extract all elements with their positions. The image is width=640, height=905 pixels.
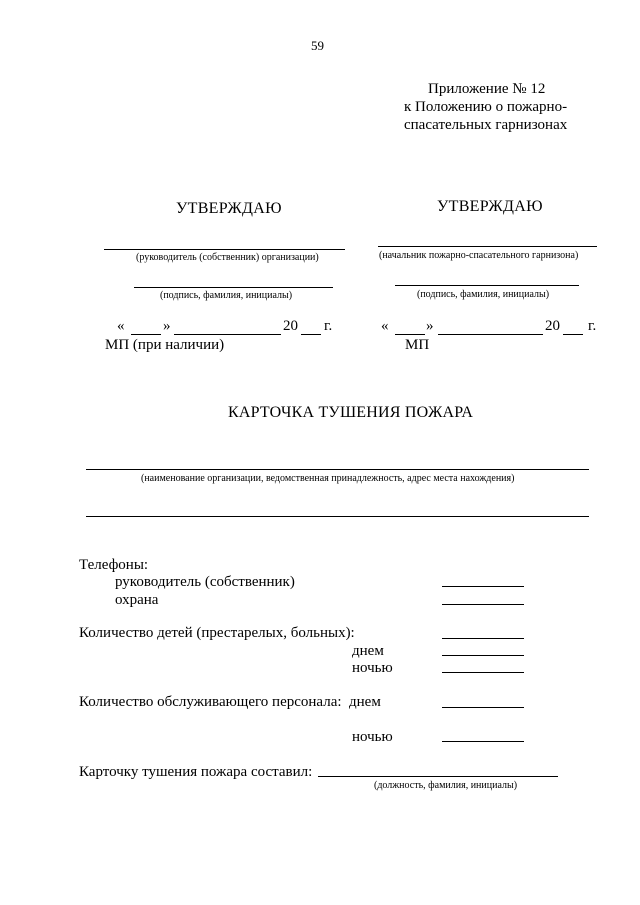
staff-night-line <box>442 741 524 742</box>
approve-right-day-line <box>395 334 425 335</box>
children-night-label: ночью <box>352 660 393 676</box>
staff-night-label: ночью <box>352 729 393 745</box>
approve-left-month-line <box>174 334 281 335</box>
phones-manager-line <box>442 586 524 587</box>
approve-right-org-line <box>378 246 597 247</box>
approve-left-date-close: » <box>163 318 171 334</box>
approve-right-caption-signature: (подпись, фамилия, инициалы) <box>417 289 550 300</box>
phones-label: Телефоны: <box>79 557 149 573</box>
children-day-line <box>442 655 524 656</box>
approve-left-stamp: МП (при наличии) <box>105 337 225 353</box>
children-total-line <box>442 638 524 639</box>
approve-left-day-line <box>131 334 161 335</box>
org-name-line <box>86 469 589 470</box>
annex-line-3: спасательных гарнизонах <box>404 117 568 133</box>
org-caption: (наименование организации, ведомственная принадлежность, адрес места нахождения) <box>141 473 515 484</box>
approve-left-year: 20 <box>283 318 298 334</box>
approve-left-org-line <box>104 249 345 250</box>
compiled-caption: (должность, фамилия, инициалы) <box>374 780 518 791</box>
children-label: Количество детей (престарелых, больных): <box>79 625 355 641</box>
phones-manager-label: руководитель (собственник) <box>115 574 295 590</box>
approve-right-signature-line <box>395 285 579 286</box>
approve-left-year-suffix: г. <box>324 318 333 334</box>
approve-right-year-line <box>563 334 583 335</box>
approve-left-year-line <box>301 334 321 335</box>
approve-left-caption-signature: (подпись, фамилия, инициалы) <box>160 290 293 301</box>
approve-left-signature-line <box>134 287 333 288</box>
children-night-line <box>442 672 524 673</box>
staff-day-line <box>442 707 524 708</box>
page-number: 59 <box>311 38 324 53</box>
approve-right-heading: УТВЕРЖДАЮ <box>437 198 543 215</box>
annex-block <box>404 80 567 134</box>
approve-right-month-line <box>438 334 543 335</box>
approve-left-date-open: « <box>117 318 125 334</box>
approve-right-stamp: МП <box>405 337 430 353</box>
staff-label: Количество обслуживающего персонала: <box>79 694 342 710</box>
approve-right-date-close: » <box>426 318 434 334</box>
approve-left-heading: УТВЕРЖДАЮ <box>176 200 282 217</box>
children-day-label: днем <box>352 643 384 659</box>
phones-security-label: охрана <box>115 592 159 608</box>
approve-right-year: 20 <box>545 318 560 334</box>
annex-line-1: Приложение № 12 <box>428 81 546 97</box>
phones-security-line <box>442 604 524 605</box>
compiled-label: Карточку тушения пожара составил: <box>79 764 313 780</box>
compiled-line <box>318 776 558 777</box>
approve-right-year-suffix: г. <box>588 318 597 334</box>
document-title: КАРТОЧКА ТУШЕНИЯ ПОЖАРА <box>228 404 474 421</box>
annex-line-2: к Положению о пожарно- <box>404 99 568 115</box>
approve-right-caption-org: (начальник пожарно-спасательного гарнизона) <box>379 250 579 261</box>
approve-left-caption-org: (руководитель (собственник) организации) <box>136 252 319 263</box>
staff-day-label: днем <box>349 694 381 710</box>
org-extra-line <box>86 516 589 517</box>
approve-right-date-open: « <box>381 318 389 334</box>
